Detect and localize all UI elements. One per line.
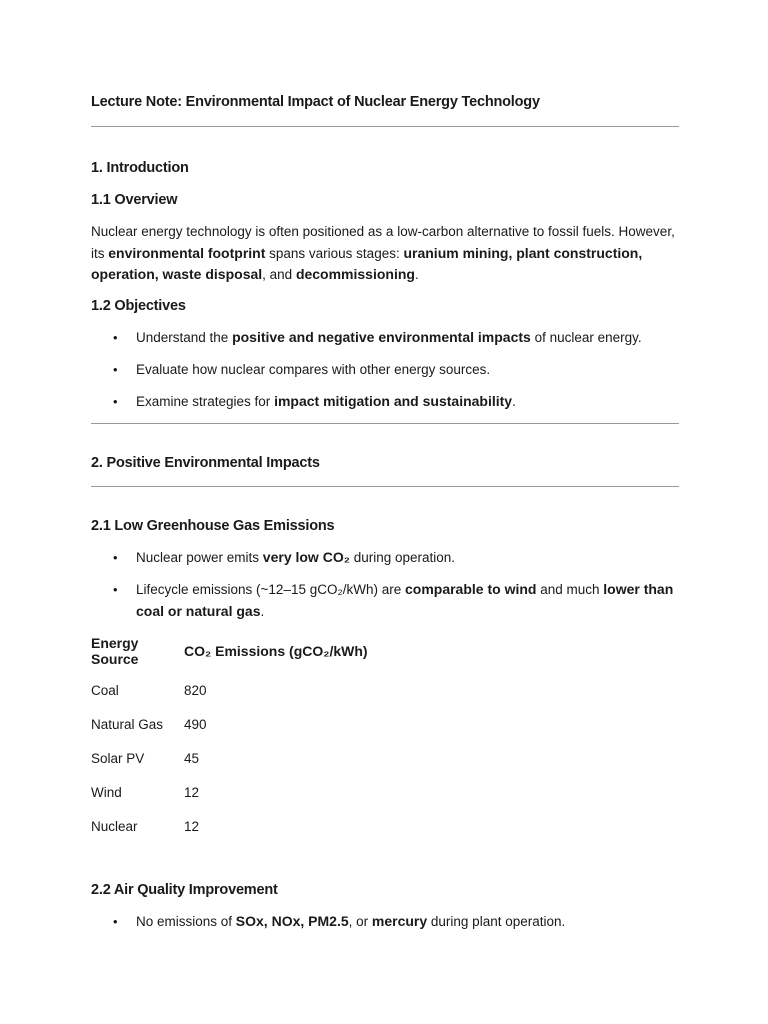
overview-paragraph: Nuclear energy technology is often positioned as a low-carbon alternative to fossil fuels. However, its environmental footprint spans various stages: uranium mining, plant construction, operation, waste disposal, and decommissioning. — [91, 224, 675, 282]
table-cell: Wind — [91, 784, 122, 800]
table-row — [91, 775, 368, 809]
objectives-list — [91, 327, 679, 413]
list-item: • No emissions of SOx, NOx, PM2.5, or mercury during plant operation. — [91, 911, 679, 933]
table-cell: Natural Gas — [91, 716, 164, 732]
divider — [91, 423, 679, 424]
list-item: • Understand the positive and negative environmental impacts of nuclear energy. — [91, 327, 679, 349]
table-header-row — [91, 635, 368, 667]
table-cell: Nuclear — [91, 818, 138, 834]
table-cell: Solar PV — [91, 750, 145, 766]
column-header: Energy Source — [91, 635, 139, 667]
document-title: Lecture Note: Environmental Impact of Nuclear Energy Technology — [91, 94, 540, 110]
table-cell: 12 — [184, 784, 200, 800]
table-cell: Coal — [91, 682, 119, 698]
air-quality-heading: 2.2 Air Quality Improvement — [91, 882, 278, 898]
list-item: • Evaluate how nuclear compares with other energy sources. — [91, 359, 679, 381]
document-content — [91, 92, 679, 933]
table-cell: 12 — [184, 818, 200, 834]
list-item: • Lifecycle emissions (~12–15 gCO₂/kWh) are comparable to wind and much lower than coal or natural gas. — [91, 579, 679, 622]
table-row — [91, 809, 368, 843]
section-2-heading: 2. Positive Environmental Impacts — [91, 455, 320, 471]
overview-heading: 1.1 Overview — [91, 192, 178, 208]
table-cell: 820 — [184, 682, 207, 698]
column-header: CO₂ Emissions (gCO₂/kWh) — [184, 643, 368, 659]
air-quality-list — [91, 911, 679, 933]
table-row — [91, 707, 368, 741]
objectives-heading: 1.2 Objectives — [91, 297, 186, 314]
section-1-heading: 1. Introduction — [91, 160, 189, 176]
table-cell: 45 — [184, 750, 200, 766]
table-row — [91, 741, 368, 775]
list-item: • Nuclear power emits very low CO₂ during operation. — [91, 547, 679, 569]
emissions-table — [91, 635, 368, 843]
ghg-heading: 2.1 Low Greenhouse Gas Emissions — [91, 518, 335, 534]
list-item: • Examine strategies for impact mitigation and sustainability. — [91, 391, 679, 413]
ghg-list — [91, 547, 679, 622]
table-row — [91, 673, 368, 707]
divider — [91, 126, 679, 127]
table-cell: 490 — [184, 716, 207, 732]
divider — [91, 486, 679, 487]
